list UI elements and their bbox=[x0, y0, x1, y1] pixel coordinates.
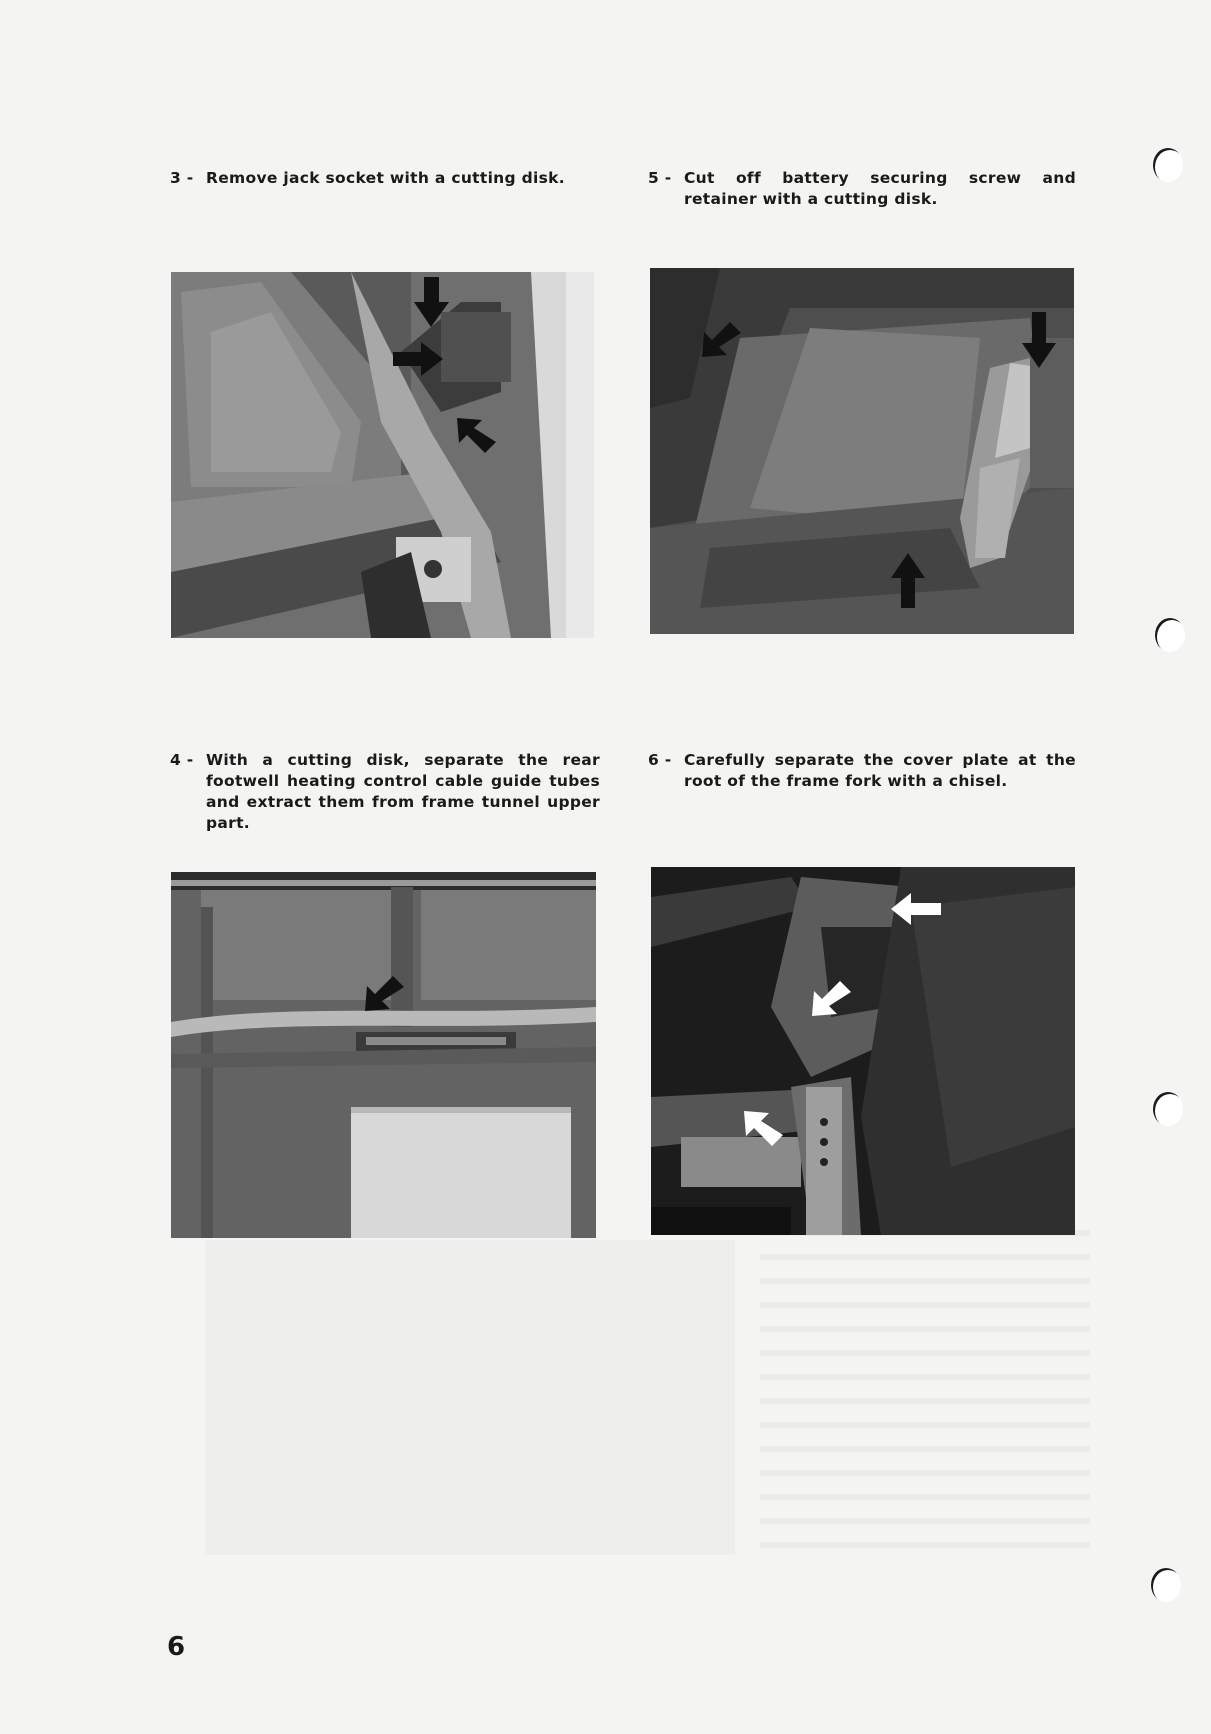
page-number: 6 bbox=[167, 1632, 186, 1662]
photo-jack-socket bbox=[171, 272, 594, 638]
step-number: 3 - bbox=[170, 169, 194, 187]
step-text: With a cutting disk, separate the rear footwell heating control cable guide tubes and extract them from frame tunnel upper part. bbox=[206, 751, 600, 832]
step-4-instruction bbox=[170, 750, 600, 834]
bleed-through-shadow bbox=[205, 1240, 735, 1555]
punch-hole bbox=[1151, 1568, 1181, 1602]
step-text: Carefully separate the cover plate at the root of the frame fork with a chisel. bbox=[684, 751, 1076, 790]
photo-frame-fork-cover bbox=[651, 867, 1075, 1235]
bleed-through-text bbox=[760, 1230, 1090, 1560]
step-5-instruction bbox=[648, 168, 1076, 210]
step-number: 6 - bbox=[648, 751, 672, 769]
step-6-instruction bbox=[648, 750, 1076, 792]
photo-cable-guide-tubes bbox=[171, 872, 596, 1238]
photo-battery-retainer bbox=[650, 268, 1074, 634]
punch-hole bbox=[1153, 1092, 1183, 1126]
step-text: Remove jack socket with a cutting disk. bbox=[206, 169, 565, 187]
step-3-instruction bbox=[170, 168, 580, 189]
punch-hole bbox=[1153, 148, 1183, 182]
step-text: Cut off battery securing screw and retainer with a cutting disk. bbox=[684, 169, 1076, 208]
punch-hole bbox=[1155, 618, 1185, 652]
step-number: 4 - bbox=[170, 751, 194, 769]
step-number: 5 - bbox=[648, 169, 672, 187]
